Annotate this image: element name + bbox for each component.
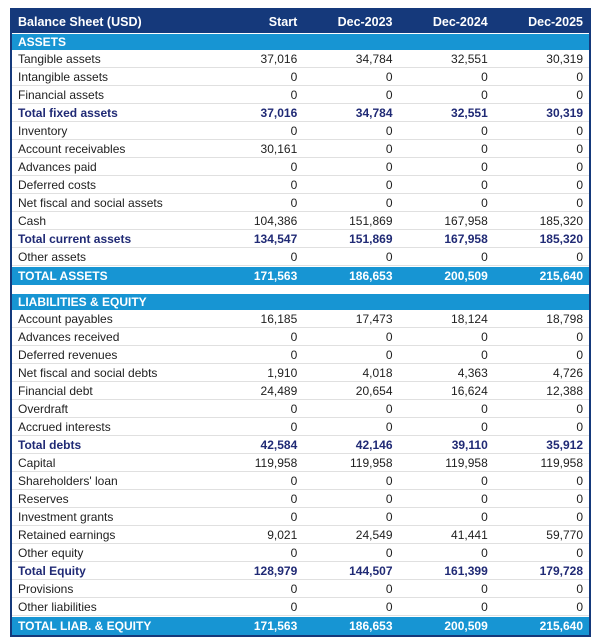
row-label: Retained earnings <box>18 527 116 542</box>
row-label: Capital <box>18 455 56 470</box>
row-value: 18,124 <box>451 311 488 326</box>
row-value: 0 <box>385 473 393 488</box>
row-label: Investment grants <box>18 509 114 524</box>
section-header-row <box>12 33 589 50</box>
row-value: 34,784 <box>355 51 393 66</box>
column-header-dec-2025: Dec-2025 <box>528 14 583 29</box>
row-value: 0 <box>576 491 583 506</box>
row-value: 16,185 <box>260 311 298 326</box>
row-value: 119,958 <box>350 455 393 470</box>
spacer-row <box>12 285 589 293</box>
row-value: 0 <box>481 159 488 174</box>
row-value: 0 <box>385 545 393 560</box>
row-value: 0 <box>481 123 488 138</box>
table-row <box>12 158 589 176</box>
table-row <box>12 382 589 400</box>
row-value: 104,386 <box>253 213 298 228</box>
table-row <box>12 508 589 526</box>
row-value: 39,110 <box>451 437 488 452</box>
row-value: 0 <box>576 159 583 174</box>
row-value: 0 <box>576 545 583 560</box>
grand-total-row <box>12 616 589 635</box>
row-value: 0 <box>576 249 583 264</box>
balance-sheet-table <box>10 8 591 637</box>
row-value: 0 <box>385 599 393 614</box>
row-value: 20,654 <box>355 383 393 398</box>
row-value: 18,798 <box>546 311 583 326</box>
table-row <box>12 122 589 140</box>
row-value: 171,563 <box>253 269 298 283</box>
table-row <box>12 328 589 346</box>
table-row <box>12 68 589 86</box>
grand-total-row <box>12 266 589 285</box>
row-label: Shareholders' loan <box>18 473 118 488</box>
table-row <box>12 248 589 266</box>
row-label: Provisions <box>18 581 74 596</box>
row-value: 34,784 <box>355 105 393 120</box>
table-title: Balance Sheet (USD) <box>18 14 142 29</box>
row-value: 0 <box>290 473 298 488</box>
table-row <box>12 310 589 328</box>
row-value: 1,910 <box>267 365 298 380</box>
row-value: 0 <box>481 599 488 614</box>
table-row <box>12 580 589 598</box>
table-header-row <box>12 10 589 33</box>
row-value: 185,320 <box>539 213 583 228</box>
row-value: 119,958 <box>445 455 488 470</box>
row-value: 0 <box>290 599 298 614</box>
row-value: 0 <box>385 509 393 524</box>
row-value: 179,728 <box>539 563 583 578</box>
table-row <box>12 400 589 418</box>
row-label: Other assets <box>18 249 87 264</box>
subtotal-row <box>12 230 589 248</box>
row-value: 0 <box>290 123 298 138</box>
row-value: 0 <box>481 69 488 84</box>
row-label: ASSETS <box>18 35 67 49</box>
row-value: 0 <box>576 599 583 614</box>
row-value: 0 <box>290 545 298 560</box>
row-label: Accrued interests <box>18 419 111 434</box>
row-label: Financial debt <box>18 383 93 398</box>
row-label: Deferred revenues <box>18 347 118 362</box>
table-row <box>12 472 589 490</box>
table-row <box>12 490 589 508</box>
row-value: 0 <box>481 545 488 560</box>
row-label: Tangible assets <box>18 51 101 66</box>
row-label: Account receivables <box>18 141 126 156</box>
section-header-row <box>12 293 589 310</box>
row-label: Advances paid <box>18 159 97 174</box>
row-value: 128,979 <box>253 563 298 578</box>
row-value: 0 <box>481 329 488 344</box>
row-value: 0 <box>290 329 298 344</box>
row-value: 0 <box>576 473 583 488</box>
row-label: Other equity <box>18 545 84 560</box>
row-value: 0 <box>576 177 583 192</box>
row-value: 0 <box>481 141 488 156</box>
row-value: 24,549 <box>355 527 393 542</box>
row-value: 0 <box>576 581 583 596</box>
row-value: 30,161 <box>260 141 298 156</box>
row-value: 0 <box>481 401 488 416</box>
row-value: 0 <box>385 419 393 434</box>
table-row <box>12 526 589 544</box>
row-label: TOTAL ASSETS <box>18 269 108 283</box>
row-value: 0 <box>576 329 583 344</box>
row-label: Advances received <box>18 329 120 344</box>
row-value: 24,489 <box>260 383 298 398</box>
row-value: 0 <box>290 347 298 362</box>
row-value: 0 <box>385 401 393 416</box>
column-header-dec-2024: Dec-2024 <box>432 14 488 29</box>
row-value: 4,726 <box>552 365 583 380</box>
row-label: Inventory <box>18 123 68 138</box>
row-value: 171,563 <box>253 619 298 633</box>
row-value: 0 <box>385 491 393 506</box>
subtotal-row <box>12 104 589 122</box>
row-value: 200,509 <box>444 619 488 633</box>
row-value: 37,016 <box>260 51 298 66</box>
row-value: 0 <box>481 419 488 434</box>
row-value: 0 <box>290 87 298 102</box>
row-value: 37,016 <box>260 105 298 120</box>
row-label: Net fiscal and social assets <box>18 195 163 210</box>
row-value: 167,958 <box>444 231 488 246</box>
row-label: Financial assets <box>18 87 105 102</box>
table-row <box>12 598 589 616</box>
table-row <box>12 194 589 212</box>
row-label: Total current assets <box>18 231 132 246</box>
row-value: 0 <box>290 159 298 174</box>
row-value: 42,584 <box>260 437 298 452</box>
table-row <box>12 212 589 230</box>
row-value: 0 <box>290 177 298 192</box>
column-header-start: Start <box>268 14 298 29</box>
row-value: 0 <box>481 177 488 192</box>
row-value: 32,551 <box>451 51 488 66</box>
row-value: 0 <box>385 87 393 102</box>
row-label: Net fiscal and social debts <box>18 365 158 380</box>
row-value: 0 <box>385 347 393 362</box>
row-value: 4,363 <box>457 365 488 380</box>
row-label: Total debts <box>18 437 82 452</box>
row-value: 186,653 <box>349 619 393 633</box>
row-label: Other liabilities <box>18 599 97 614</box>
row-value: 0 <box>481 581 488 596</box>
row-value: 0 <box>481 195 488 210</box>
row-value: 119,958 <box>540 455 583 470</box>
row-label: Overdraft <box>18 401 69 416</box>
row-value: 215,640 <box>539 619 583 633</box>
row-value: 0 <box>385 249 393 264</box>
row-value: 144,507 <box>349 563 393 578</box>
row-value: 0 <box>576 509 583 524</box>
row-value: 167,958 <box>444 213 488 228</box>
row-value: 0 <box>481 87 488 102</box>
row-value: 151,869 <box>349 213 393 228</box>
row-value: 16,624 <box>451 383 488 398</box>
table-row <box>12 86 589 104</box>
table-body <box>12 33 589 635</box>
row-value: 32,551 <box>451 105 488 120</box>
row-label: Account payables <box>18 311 113 326</box>
row-value: 0 <box>576 195 583 210</box>
row-value: 186,653 <box>349 269 393 283</box>
row-value: 35,912 <box>546 437 583 452</box>
row-value: 0 <box>481 249 488 264</box>
subtotal-row <box>12 562 589 580</box>
table-row <box>12 140 589 158</box>
row-value: 215,640 <box>539 269 583 283</box>
row-value: 12,388 <box>546 383 583 398</box>
row-value: 0 <box>576 69 583 84</box>
row-value: 41,441 <box>451 527 488 542</box>
row-value: 0 <box>385 195 393 210</box>
row-value: 0 <box>481 473 488 488</box>
row-value: 0 <box>385 123 393 138</box>
row-label: Total Equity <box>18 563 86 578</box>
row-value: 59,770 <box>546 527 583 542</box>
table-row <box>12 544 589 562</box>
row-value: 0 <box>576 419 583 434</box>
row-value: 161,399 <box>444 563 488 578</box>
row-value: 0 <box>290 581 298 596</box>
table-row <box>12 454 589 472</box>
row-value: 0 <box>290 419 298 434</box>
row-value: 0 <box>290 509 298 524</box>
row-value: 0 <box>385 581 393 596</box>
row-value: 0 <box>481 491 488 506</box>
row-label: LIABILITIES & EQUITY <box>18 295 147 309</box>
row-value: 17,473 <box>355 311 393 326</box>
column-header-dec-2023: Dec-2023 <box>337 14 393 29</box>
row-value: 0 <box>576 123 583 138</box>
row-value: 0 <box>385 177 393 192</box>
row-value: 0 <box>576 141 583 156</box>
row-value: 119,958 <box>254 455 298 470</box>
row-value: 0 <box>290 69 298 84</box>
row-label: Total fixed assets <box>18 105 118 120</box>
row-label: Deferred costs <box>18 177 97 192</box>
table-row <box>12 418 589 436</box>
row-value: 0 <box>481 347 488 362</box>
row-value: 9,021 <box>267 527 298 542</box>
row-label: Intangible assets <box>18 69 109 84</box>
row-value: 30,319 <box>546 51 583 66</box>
row-value: 0 <box>290 491 298 506</box>
row-value: 4,018 <box>362 365 393 380</box>
row-value: 42,146 <box>355 437 393 452</box>
table-row <box>12 364 589 382</box>
row-value: 0 <box>385 159 393 174</box>
row-value: 0 <box>576 347 583 362</box>
table-row <box>12 50 589 68</box>
table-row <box>12 176 589 194</box>
row-value: 134,547 <box>253 231 298 246</box>
row-value: 0 <box>576 401 583 416</box>
row-value: 0 <box>385 69 393 84</box>
row-value: 0 <box>290 249 298 264</box>
row-value: 0 <box>385 141 393 156</box>
row-value: 0 <box>385 329 393 344</box>
row-label: TOTAL LIAB. & EQUITY <box>18 619 152 633</box>
row-value: 151,869 <box>349 231 393 246</box>
row-label: Reserves <box>18 491 69 506</box>
row-value: 0 <box>290 195 298 210</box>
row-value: 0 <box>576 87 583 102</box>
table-row <box>12 346 589 364</box>
row-value: 0 <box>481 509 488 524</box>
row-value: 0 <box>290 401 298 416</box>
row-value: 185,320 <box>539 231 583 246</box>
row-value: 30,319 <box>546 105 583 120</box>
row-label: Cash <box>18 213 47 228</box>
subtotal-row <box>12 436 589 454</box>
row-value: 200,509 <box>444 269 488 283</box>
